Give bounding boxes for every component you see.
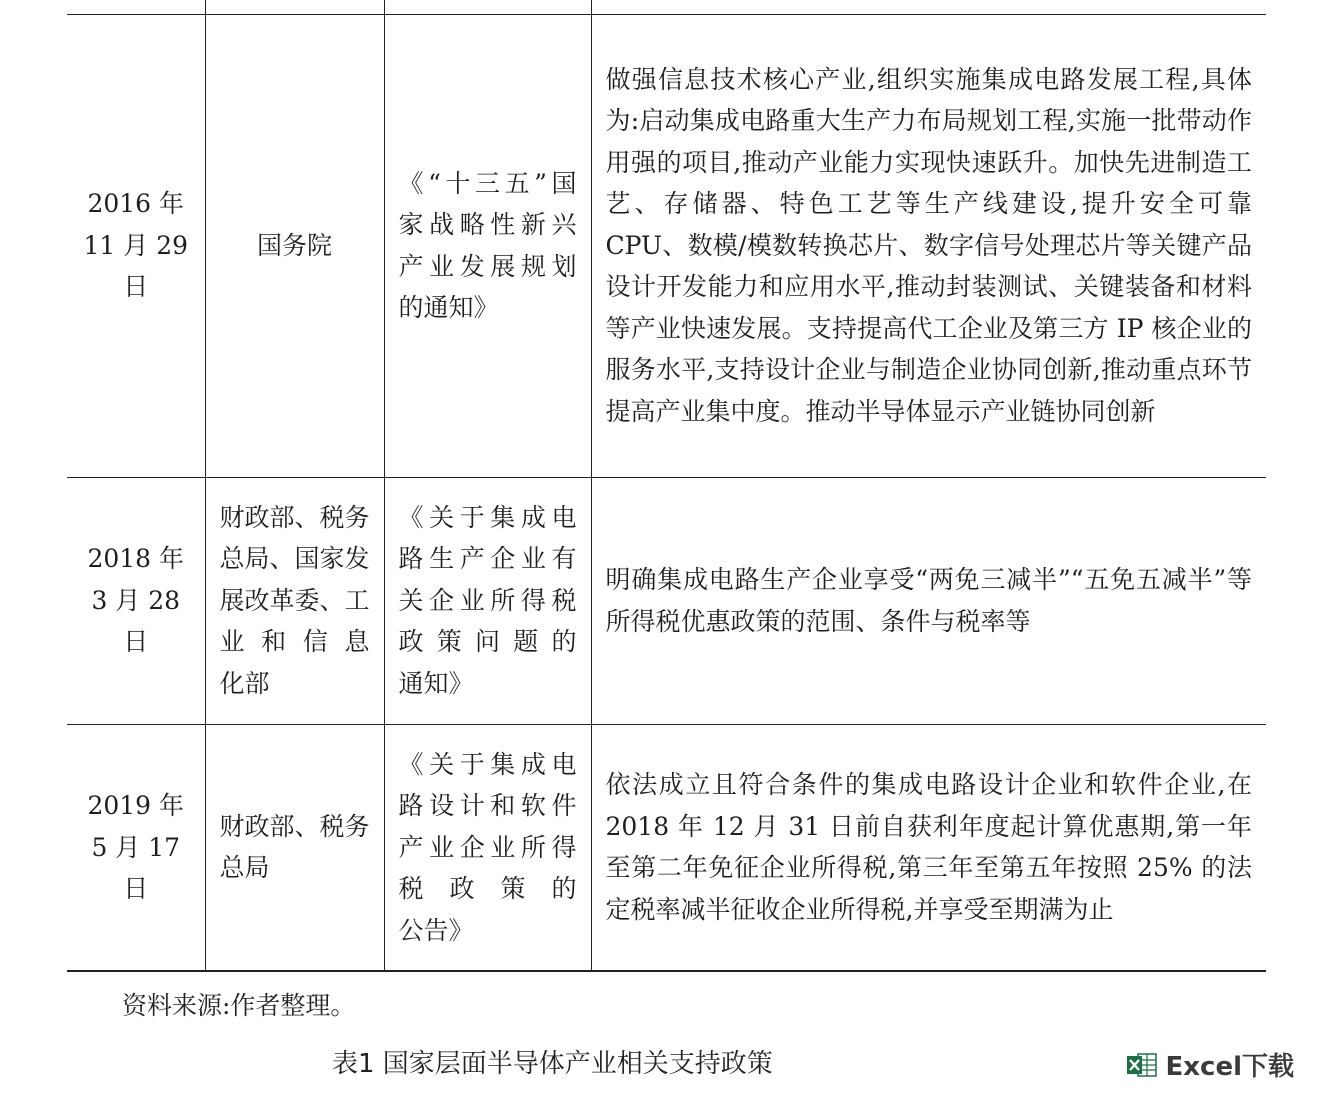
content-cell: 做强信息技术核心产业,组织实施集成电路发展工程,具体为:启动集成电路重大生产力布局规划工程,实施一批带动作用强的项目,推动产业能力实现快速跃升。加快先进制造工艺、存储器、特色工艺等生产线建设,提升安全可靠 CPU、数模/模数转换芯片、数字信号处理芯片等关键产品设计开发能力和应用水平,推动封装测试、关键装备和材料等产业快速发展。支持提高代工企业及第三方 IP 核企业的服务水平,支持设计企业与制造企业协同创新,推动重点环节提高产业集中度。推动半导体显示产业链协同创新 (591, 14, 1266, 477)
watermark (1126, 1046, 1295, 1083)
table-caption: 表1 国家层面半导体产业相关支持政策 (332, 1049, 773, 1079)
table-row (67, 724, 1266, 971)
table-row (67, 477, 1266, 724)
content-cell: 依法成立且符合条件的集成电路设计企业和软件企业,在 2018 年 12 月 31 日前自获利年度起计算优惠期,第一年至第二年免征企业所得税,第三年至第五年按照 25% 的法定税率减半征收企业所得税,并享受至期满为止 (591, 724, 1266, 971)
table-row (67, 14, 1266, 477)
watermark-text: Excel下载 (1165, 1052, 1294, 1082)
date-cell: 2019 年 5 月 17 日 (67, 724, 205, 971)
policy-table (67, 0, 1266, 972)
date-cell: 2016 年 11 月 29 日 (67, 14, 205, 477)
document-cell: 《关于集成电 路生产企业有 关企业所得税 政策问题的 通知》 (384, 477, 591, 724)
source-note: 资料来源:作者整理。 (122, 991, 356, 1020)
table-top-stub (67, 0, 1266, 14)
date-cell: 2018 年 3 月 28 日 (67, 477, 205, 724)
content-cell: 明确集成电路生产企业享受“两免三减半”“五免五减半”等所得税优惠政策的范围、条件与税率等 (591, 477, 1266, 724)
department-cell: 财政部、税务 总局 (205, 724, 384, 971)
document-cell: 《“十三五”国 家战略性新兴 产业发展规划 的通知》 (384, 14, 591, 477)
excel-icon (1126, 1051, 1158, 1079)
department-cell: 财政部、税务 总局、国家发 展改革委、工 业和信息 化部 (205, 477, 384, 724)
department-cell: 国务院 (205, 14, 384, 477)
document-cell: 《关于集成电 路设计和软件 产业企业所得 税政策的 公告》 (384, 724, 591, 971)
